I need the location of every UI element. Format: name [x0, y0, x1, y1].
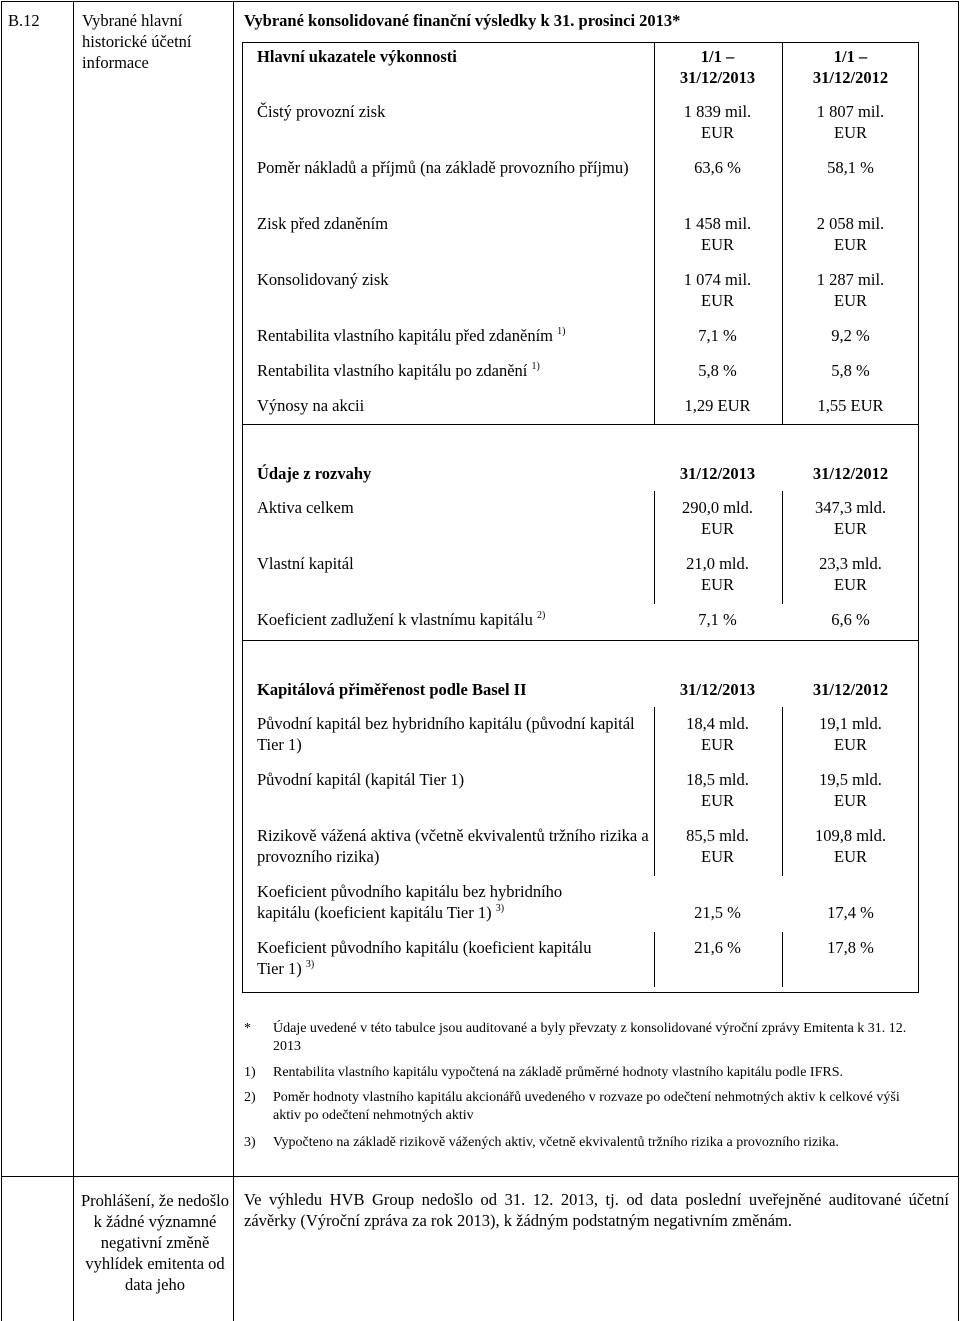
perf-row-label: Poměr nákladů a příjmů (na základě provozního příjmu) — [257, 158, 629, 177]
basel-row-label-l1: Koeficient původního kapitálu (koeficient kapitálu — [257, 938, 592, 957]
perf-row-v1: 1 074 mil. — [683, 270, 752, 289]
basel-row-v2-unit: EUR — [834, 791, 867, 810]
balance-row-label: Aktiva celkem — [257, 498, 354, 517]
declaration-text: Ve výhledu HVB Group nedošlo od 31. 12. 2013, tj. od data poslední uveřejněné auditované účetní závěrky (Výroční zpráva za rok 2013), k žádným podstatným negativním změnám. — [244, 1190, 949, 1230]
basel-row-v2-unit: EUR — [834, 847, 867, 866]
note-mark: * — [244, 1021, 251, 1036]
basel-row-v1-unit: EUR — [701, 735, 734, 754]
basel-row-v1-unit: EUR — [701, 791, 734, 810]
balance-row-v1-unit: EUR — [701, 519, 734, 538]
balance-col2: 31/12/2012 — [812, 464, 889, 483]
basel-row-v2: 17,4 % — [827, 903, 874, 922]
perf-col2-l1: 1/1 – — [833, 47, 868, 66]
perf-row-v2-unit: EUR — [834, 291, 867, 310]
balance-row-v1-unit: EUR — [701, 575, 734, 594]
basel-row-v1: 21,5 % — [694, 903, 741, 922]
balance-row-label: Koeficient zadlužení k vlastnímu kapitálu $^{2)}$ — [257, 610, 546, 629]
balance-header: Údaje z rozvahy — [257, 464, 372, 483]
perf-col1-l1: 1/1 – — [700, 47, 735, 66]
basel-row-v1-unit: EUR — [701, 847, 734, 866]
basel-row-label: Rizikově vážená aktiva (včetně ekvivalentů tržního rizika a provozního rizika) — [257, 826, 649, 866]
basel-row-v2-unit: EUR — [834, 735, 867, 754]
note-text: Vypočteno na základě rizikově vážených aktiv, včetně ekvivalentů tržního rizika a provozního rizika. — [273, 1135, 839, 1150]
basel-row-v2: 19,1 mld. — [819, 714, 882, 733]
section-id: B.12 — [8, 11, 40, 30]
note-text: Údaje uvedené v této tabulce jsou auditované a byly převzaty z konsolidované výroční zprávy Emitenta k 31. 12. 2013 — [273, 1021, 907, 1054]
basel-row-label-l1: Koeficient původního kapitálu bez hybridního — [257, 882, 563, 901]
perf-row-label: Rentabilita vlastního kapitálu před zdaněním $^{1)}$ — [257, 326, 566, 345]
perf-row-label: Čistý provozní zisk — [257, 102, 386, 121]
table-title: Vybrané konsolidované finanční výsledky k 31. prosinci 2013* — [244, 11, 681, 30]
note-mark: 1) — [244, 1065, 256, 1080]
balance-row-v2-unit: EUR — [834, 575, 867, 594]
perf-col2-l2: 31/12/2012 — [812, 68, 889, 87]
perf-row-v2: 5,8 % — [831, 361, 870, 380]
perf-row-v2-unit: EUR — [834, 235, 867, 254]
perf-row-v1: 5,8 % — [698, 361, 737, 380]
note-text: Poměr hodnoty vlastního kapitálu akcionářů uvedeného v rozvaze po odečtení nehmotných aktiv k celkové výši aktiv po odečtení nehmotných aktiv — [273, 1090, 900, 1123]
note-mark: 2) — [244, 1090, 256, 1105]
perf-row-v1-unit: EUR — [701, 291, 734, 310]
perf-row-v2: 1 287 mil. — [816, 270, 885, 289]
balance-row-v1: 21,0 mld. — [686, 554, 749, 573]
basel-row-v1: 18,5 mld. — [686, 770, 749, 789]
balance-row-v1: 7,1 % — [698, 610, 737, 629]
perf-row-v1: 1 839 mil. — [683, 102, 752, 121]
basel-row-label-l2: kapitálu (koeficient kapitálu Tier 1) $^{3)}$ — [257, 903, 505, 922]
note-mark: 3) — [244, 1135, 256, 1150]
basel-row-label: Původní kapitál bez hybridního kapitálu (původní kapitál Tier 1) — [257, 714, 635, 754]
note-text: Rentabilita vlastního kapitálu vypočtená na základě průměrné hodnoty vlastního kapitálu podle IFRS. — [273, 1065, 843, 1080]
basel-row-v2: 17,8 % — [827, 938, 874, 957]
basel-row-v1: 18,4 mld. — [686, 714, 749, 733]
basel-header: Kapitálová přiměřenost podle Basel II — [257, 680, 527, 699]
balance-row-v2-unit: EUR — [834, 519, 867, 538]
balance-col1: 31/12/2013 — [679, 464, 756, 483]
perf-row-label: Konsolidovaný zisk — [257, 270, 389, 289]
perf-row-v2-unit: EUR — [834, 123, 867, 142]
perf-row-v2: 9,2 % — [831, 326, 870, 345]
basel-col1: 31/12/2013 — [679, 680, 756, 699]
balance-row-label: Vlastní kapitál — [257, 554, 354, 573]
balance-row-v2: 347,3 mld. — [814, 498, 887, 517]
balance-row-v2: 23,3 mld. — [819, 554, 882, 573]
perf-row-label: Zisk před zdaněním — [257, 214, 389, 233]
basel-row-label-l2: Tier 1) $^{3)}$ — [257, 959, 315, 978]
perf-row-v1: 7,1 % — [698, 326, 737, 345]
perf-header: Hlavní ukazatele výkonnosti — [257, 47, 457, 66]
perf-row-v2: 2 058 mil. — [816, 214, 885, 233]
basel-col2: 31/12/2012 — [812, 680, 889, 699]
perf-row-v2: 1,55 EUR — [817, 396, 884, 415]
basel-row-label: Původní kapitál (kapitál Tier 1) — [257, 770, 465, 789]
perf-row-v2: 1 807 mil. — [816, 102, 885, 121]
perf-row-v1: 1,29 EUR — [684, 396, 751, 415]
declaration-label: Prohlášení, že nedošlo k žádné významné negativní změně vyhlídek emitenta od data jeho — [80, 1191, 229, 1294]
perf-row-v1-unit: EUR — [701, 123, 734, 142]
section-title: Vybrané hlavní historické účetní informace — [82, 11, 192, 72]
perf-row-v2: 58,1 % — [827, 158, 874, 177]
perf-row-v1-unit: EUR — [701, 235, 734, 254]
basel-row-v2: 19,5 mld. — [819, 770, 882, 789]
basel-row-v1: 21,6 % — [694, 938, 741, 957]
perf-row-v1: 63,6 % — [694, 158, 741, 177]
basel-row-v1: 85,5 mld. — [686, 826, 749, 845]
perf-row-v1: 1 458 mil. — [683, 214, 752, 233]
basel-row-v2: 109,8 mld. — [814, 826, 887, 845]
perf-row-label: Výnosy na akcii — [257, 396, 365, 415]
perf-row-label: Rentabilita vlastního kapitálu po zdanění $^{1)}$ — [257, 361, 540, 380]
perf-col1-l2: 31/12/2013 — [679, 68, 756, 87]
balance-row-v1: 290,0 mld. — [681, 498, 754, 517]
balance-row-v2: 6,6 % — [831, 610, 870, 629]
